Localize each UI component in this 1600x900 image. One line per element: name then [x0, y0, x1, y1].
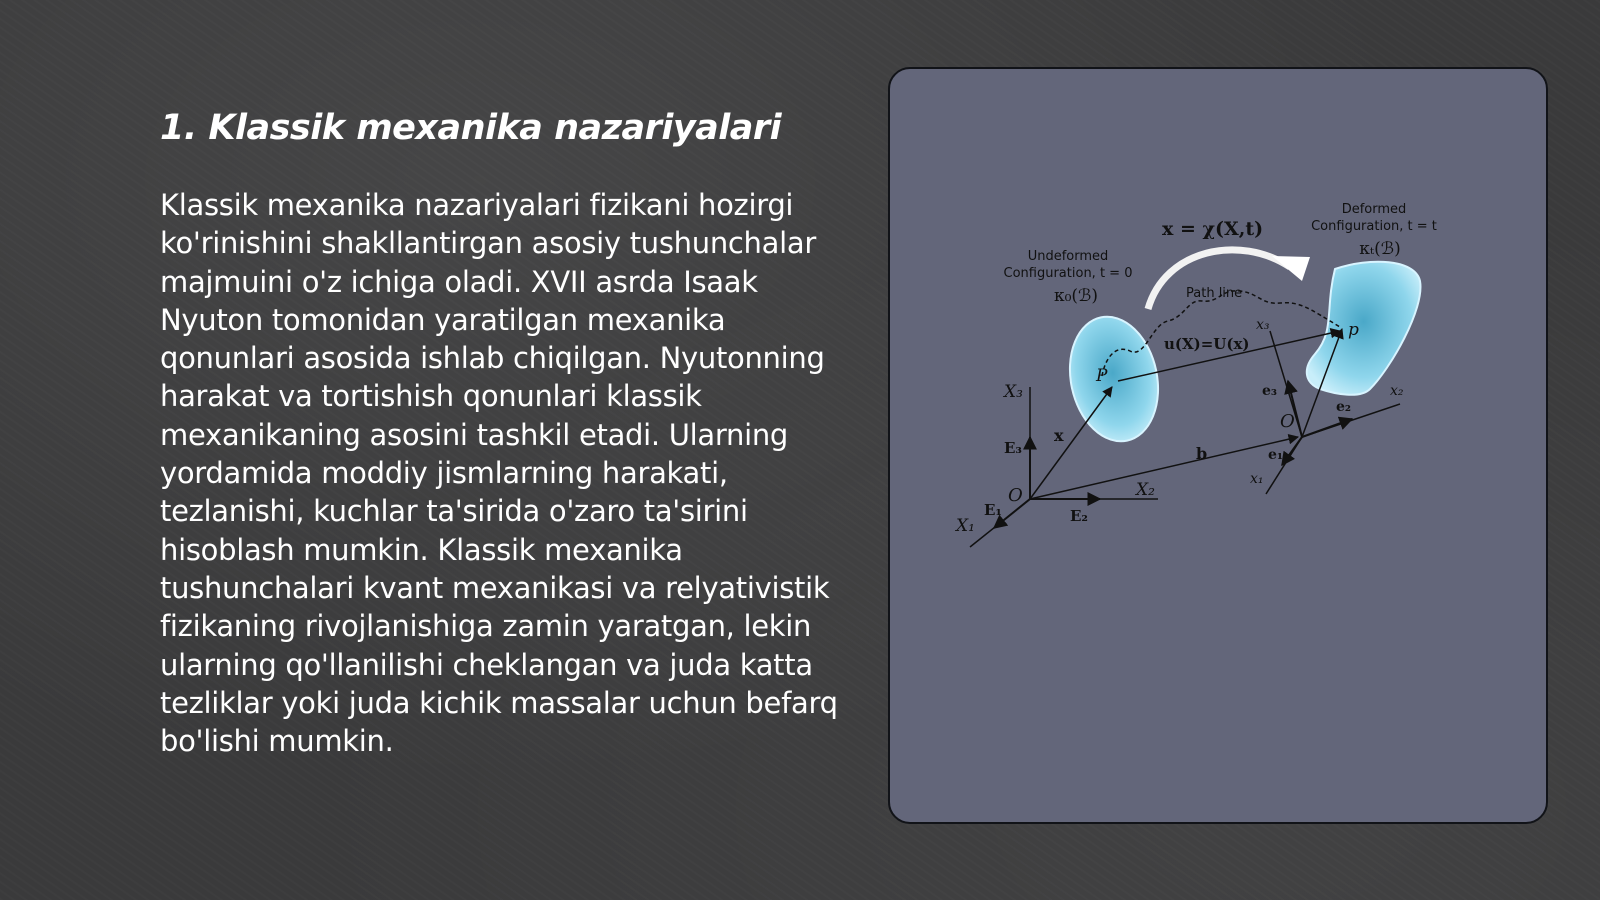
deformed-kappa: κₜ(ℬ)	[1359, 239, 1401, 259]
axis-X1-label: X₁	[956, 516, 975, 536]
undeformed-kappa: κ₀(ℬ)	[1053, 286, 1099, 306]
displacement-label: u(X)=U(x)	[1164, 335, 1250, 353]
vector-b-label: b	[1196, 444, 1208, 463]
basis-e1-label: e₁	[1268, 447, 1284, 463]
axis-X2-label: X₂	[1136, 480, 1155, 500]
continuum-deformation-diagram	[890, 69, 1546, 822]
undeformed-label-1: Undeformed	[1027, 249, 1109, 264]
basis-e2-label: e₂	[1336, 399, 1352, 415]
deformed-label-2: Configuration, t = t	[1311, 219, 1437, 234]
undeformed-body	[1059, 308, 1169, 449]
basis-e1-arrow	[1282, 437, 1302, 465]
axis-x2-label: x₂	[1390, 383, 1404, 399]
mapping-arrowhead	[1272, 256, 1310, 281]
undeformed-label-2: Configuration, t = 0	[1003, 266, 1133, 281]
axis-x1-label: x₁	[1250, 471, 1264, 487]
basis-e3-label: e₃	[1262, 383, 1278, 399]
slide-title: 1. Klassik mexanika nazariyalari	[160, 108, 782, 148]
axis-X3-label: X₃	[1004, 382, 1023, 402]
axis-x3-label: x₃	[1256, 317, 1270, 333]
deformed-body	[1307, 262, 1421, 395]
figure-panel	[888, 67, 1548, 824]
origin-o-label: O	[1280, 411, 1295, 432]
vector-x-label: x	[1054, 426, 1064, 445]
vector-b	[1030, 437, 1298, 499]
path-line-label: Path line	[1186, 286, 1243, 301]
deformed-label-1: Deformed	[1341, 202, 1407, 217]
mapping-label: x = χ(X,t)	[1162, 218, 1264, 240]
basis-E2-label: E₂	[1070, 507, 1089, 525]
point-p-label: p	[1348, 320, 1359, 340]
basis-E3-label: E₃	[1004, 439, 1023, 457]
point-P-label: P	[1096, 366, 1108, 386]
origin-O-label: O	[1008, 485, 1023, 506]
basis-e2-arrow	[1302, 419, 1352, 437]
basis-E1-label: E₁	[984, 501, 1003, 519]
body-paragraph: Klassik mexanika nazariyalari fizikani hozirgi ko'rinishini shakllantirgan asosiy tushunchalar majmuini o'z ichiga oladi. XVII asrda Isaak Nyuton tomonidan yaratilgan mexanika qonunlari asosida ishlab chiqilgan. Nyutonning harakat va tortishish qonunlari klassik mexanikaning asosini tashkil etadi. Ularning yordamida moddiy jismlarning harakati, tezlanishi, kuchlar ta'sirida o'zaro ta'sirini hisoblash mumkin. Klassik mexanika tushunchalari kvant mexanikasi va relyativistik fizikaning rivojlanishiga zamin yaratgan, lekin ularning qo'llanilishi cheklangan va juda katta tezliklar yoki juda kichik massalar uchun befarq bo'lishi mumkin.	[160, 188, 838, 759]
